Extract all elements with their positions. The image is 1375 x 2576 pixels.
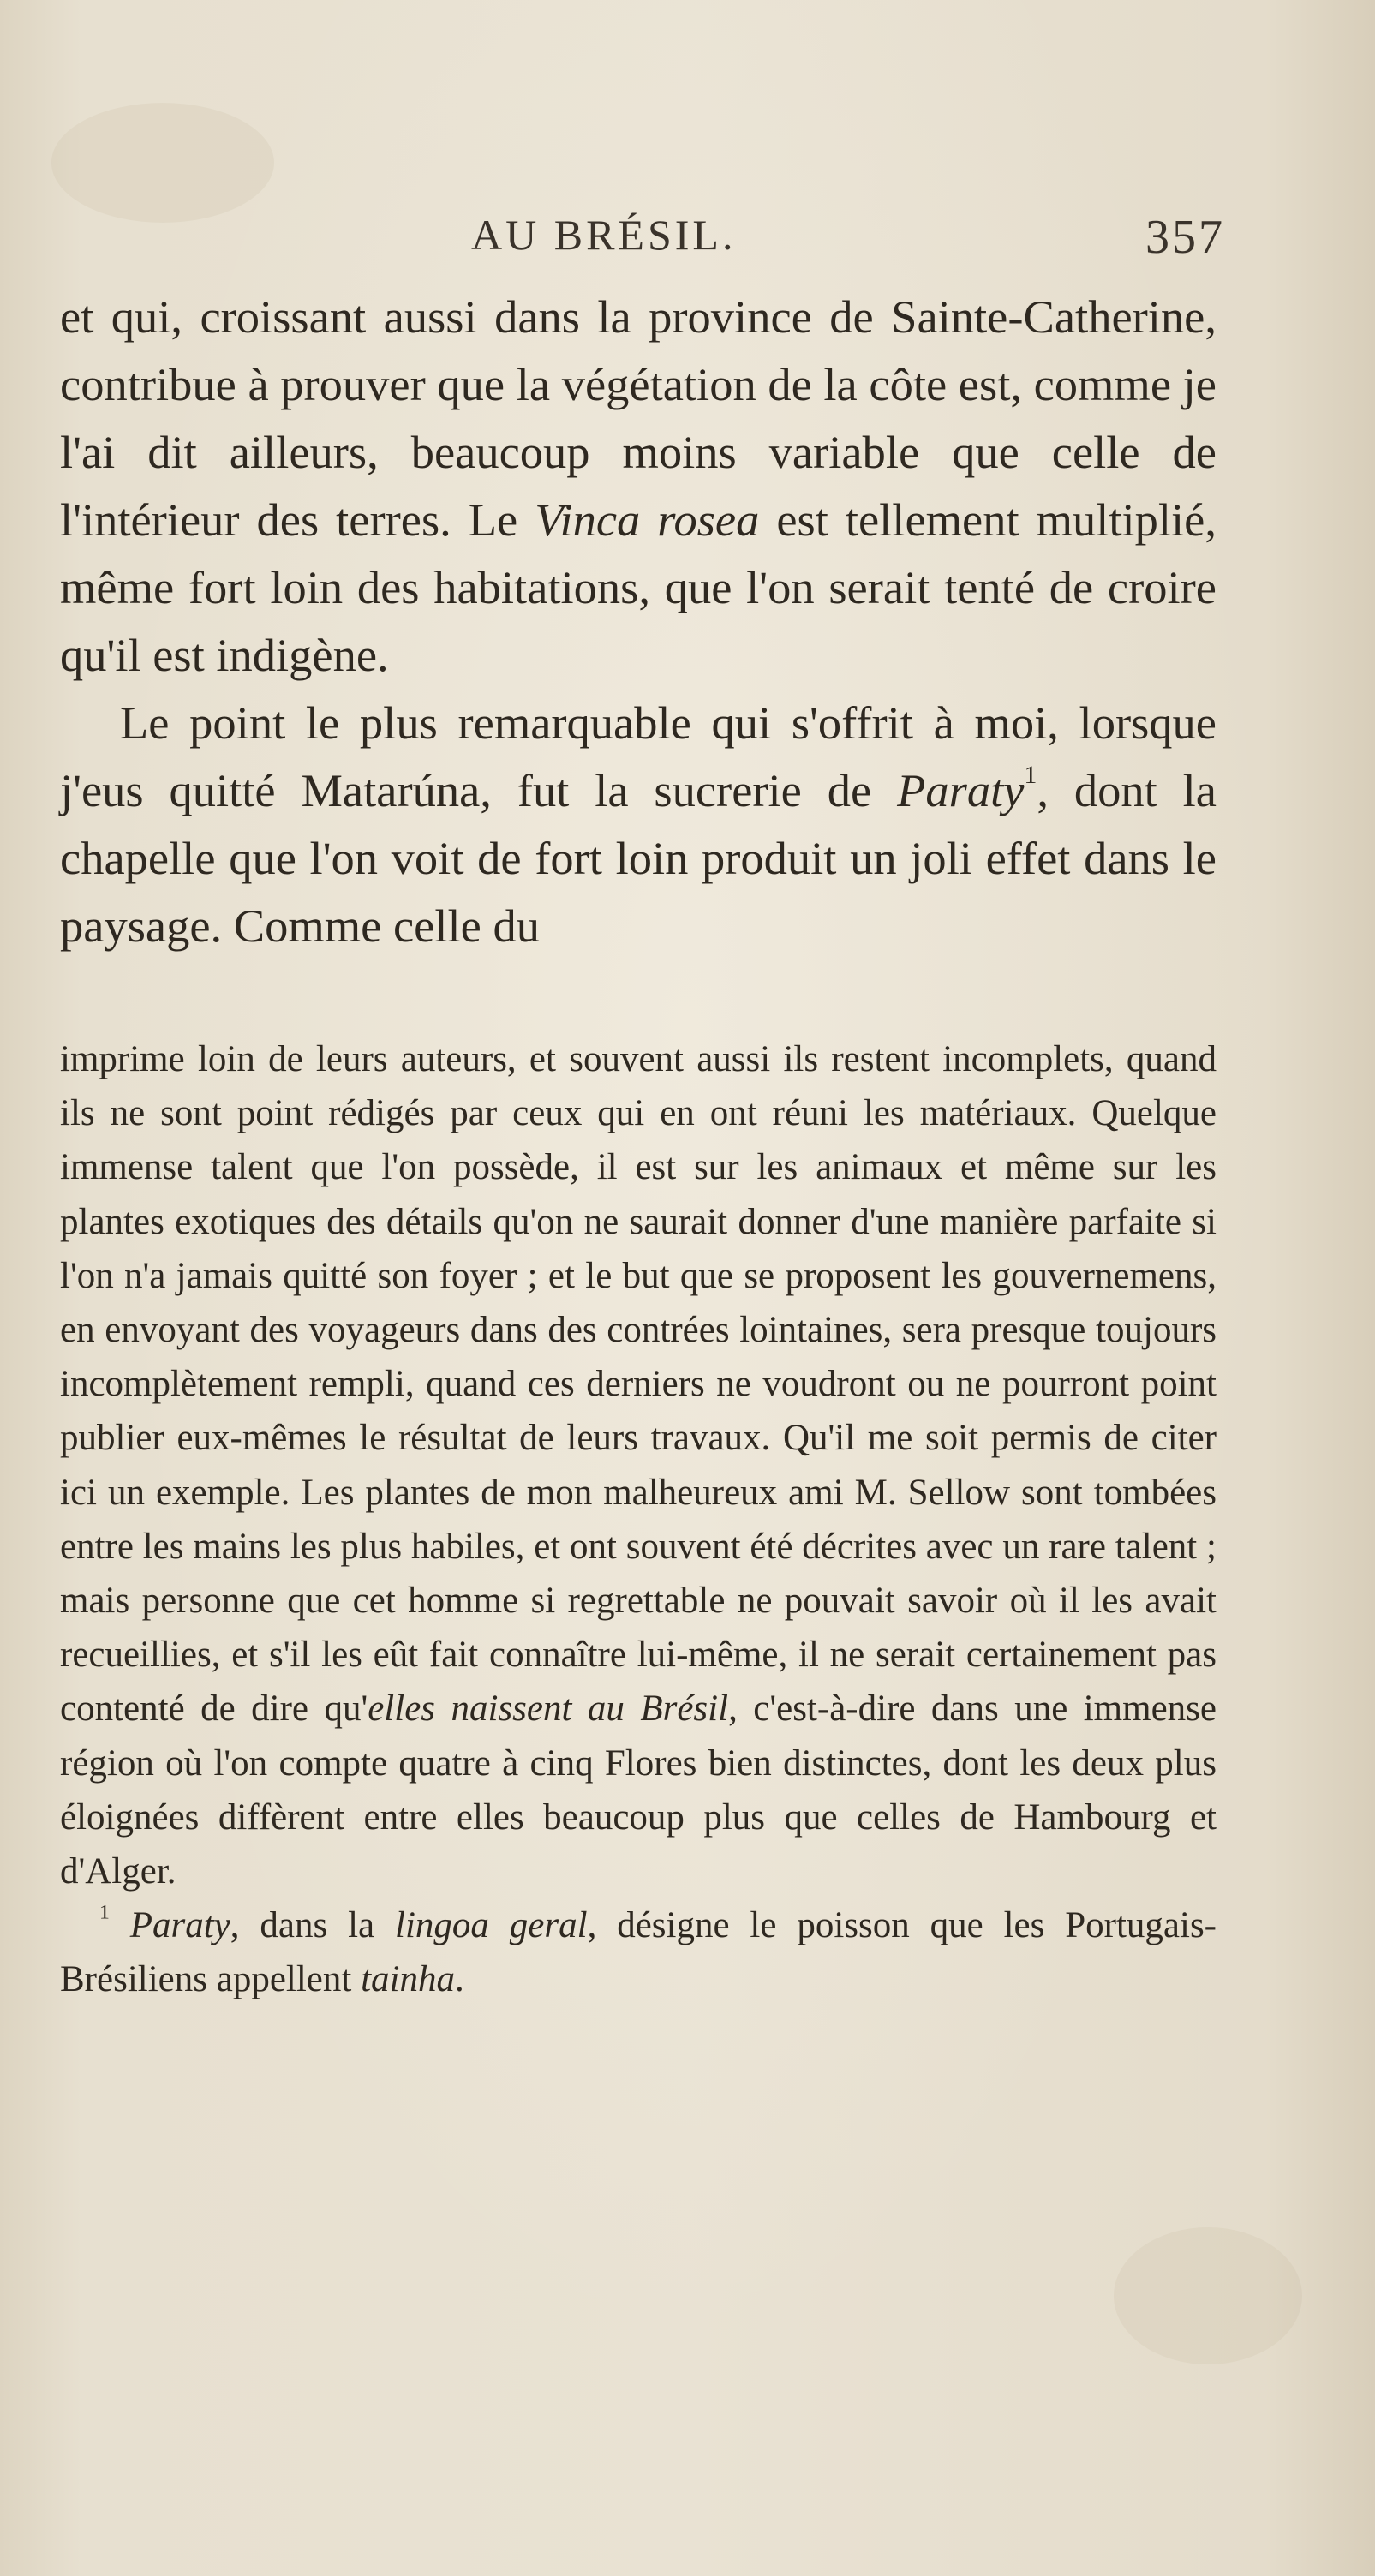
italic-term: lingoa geral	[395, 1905, 588, 1946]
paragraph-text: Le point le plus remarquable qui s'offrit à moi, lorsque j'eus quitté Matarúna, fut la sucrerie de	[60, 696, 1217, 816]
paragraph-text: et qui, croissant aussi dans la province de Sainte-Catherine, contribue à prouver que la végétation de la côte est, comme je l'ai dit ailleurs, beaucoup moins variable que celle de l'intérieur des terres. Le	[60, 290, 1217, 546]
paragraph	[60, 689, 1217, 959]
footnote-mark: 1	[1024, 761, 1037, 790]
italic-term: Vinca rosea	[535, 493, 760, 546]
paper-stain	[1114, 2227, 1302, 2364]
footnote-1	[60, 1898, 1217, 2006]
page-header	[60, 210, 1225, 270]
italic-term: Paraty	[897, 764, 1025, 816]
paragraph	[60, 283, 1217, 689]
footnote-continued	[60, 1032, 1217, 1898]
paragraph-text: est tellement multiplié, même fort loin des habitations, que l'on serait tenté de croire qu'il est indigène.	[60, 493, 1217, 681]
footnotes	[60, 1032, 1217, 2007]
footnote-text: .	[454, 1959, 464, 2000]
footnote-text: imprime loin de leurs auteurs, et souvent aussi ils restent incomplets, quand ils ne sont point rédigés par ceux qui en ont réuni les matériaux. Quelque immense talent que l'on possède, il est sur les animaux et même sur les plantes exotiques des détails qu'on ne saurait donner d'une manière parfaite si l'on n'a jamais quitté son foyer ; et le but que se proposent les gouvernemens, en envoyant des voyageurs dans des contrées lointaines, sera presque toujours incomplètement rempli, quand ces derniers ne voudront ou ne pourront point publier eux-mêmes le résultat de leurs travaux. Qu'il me soit permis de citer ici un exemple. Les plantes de mon malheureux ami M. Sellow sont tombées entre les mains les plus habiles, et ont souvent été décrites avec un rare talent ; mais personne que cet homme si regrettable ne pouvait savoir où il les avait recueillies, et s'il les eût fait connaître lui-même, il ne serait certainement pas contenté de dire qu'	[60, 1039, 1217, 1730]
footnote-text: , dans la	[230, 1905, 396, 1946]
italic-term: Paraty	[129, 1905, 230, 1946]
italic-term: tainha	[361, 1959, 455, 2000]
paragraph-text: , dont la chapelle que l'on voit de fort loin produit un joli effet dans le paysage. Comme celle du	[60, 764, 1217, 952]
italic-term: elles naissent au Brésil	[368, 1688, 729, 1730]
footnote-number: 1	[99, 1901, 110, 1924]
footnote-text: , c'est-à-dire dans une immense région où l'on compte quatre à cinq Flores bien distinctes, dont les deux plus éloignées diffèrent entre elles beaucoup plus que celles de Hambourg et d'Alger.	[60, 1688, 1217, 1892]
main-text	[60, 283, 1217, 959]
footnote-text: , désigne le poisson que les Portugais-Brésiliens appellent	[60, 1905, 1217, 2000]
paper-stain	[51, 103, 274, 223]
page-number: 357	[1145, 211, 1225, 264]
running-head: AU BRÉSIL.	[471, 211, 737, 259]
